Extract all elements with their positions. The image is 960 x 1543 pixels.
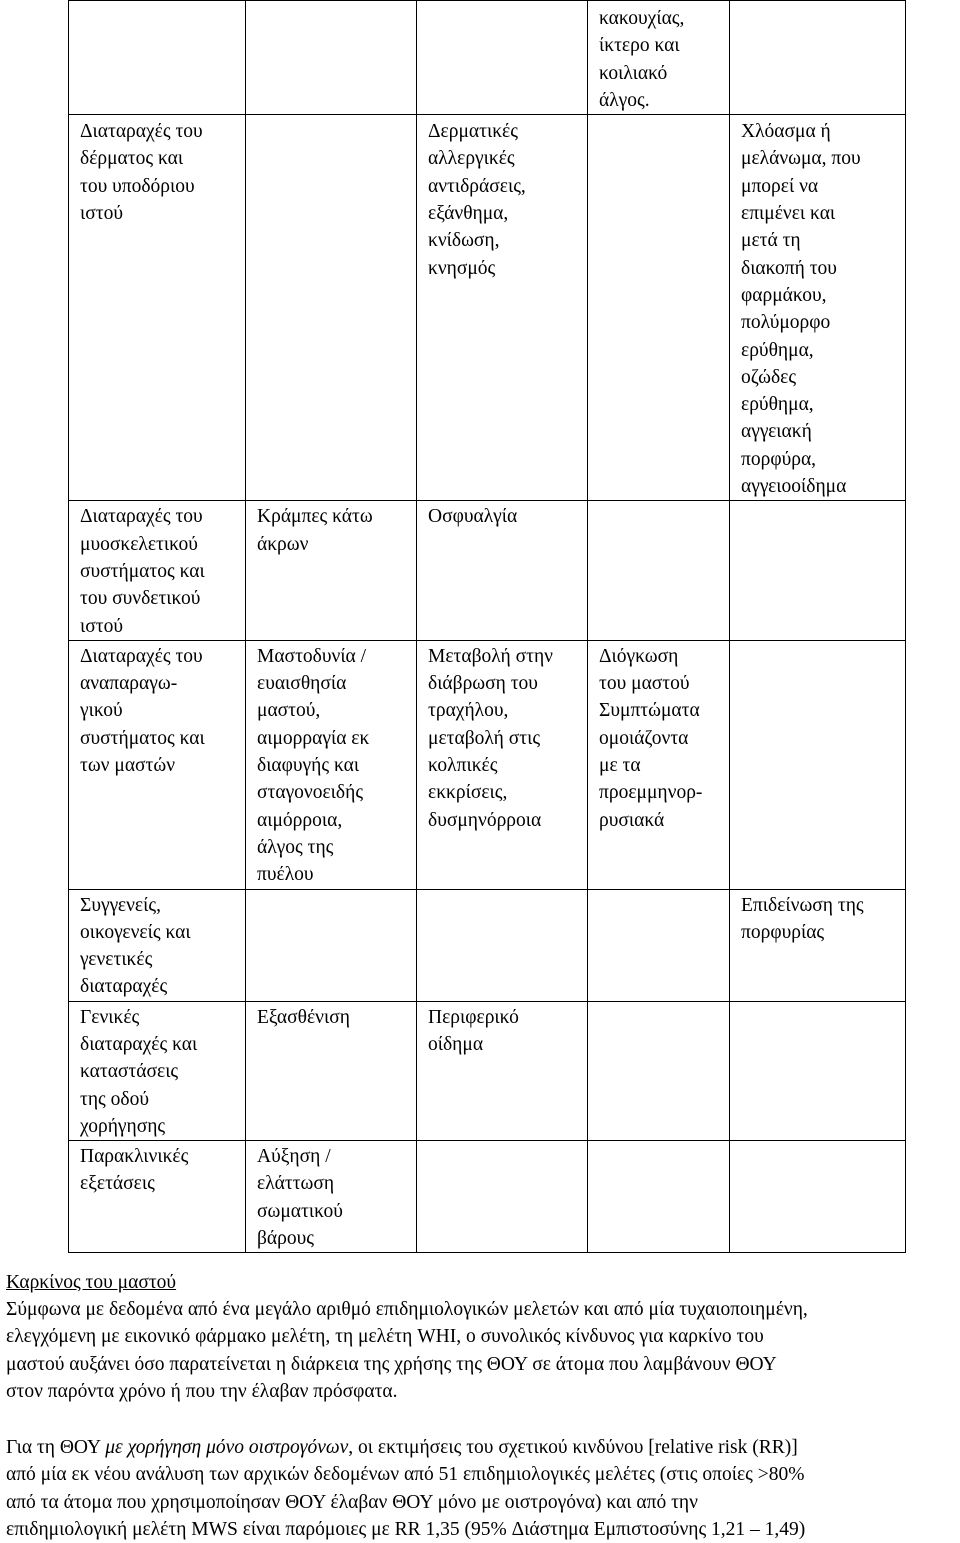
paragraph-2 bbox=[6, 1434, 956, 1543]
common-cell bbox=[246, 640, 417, 889]
uncommon-cell bbox=[417, 115, 588, 501]
table-row bbox=[69, 1001, 906, 1140]
cell-text: Μαστοδυνία / ευαισθησία μαστού, αιμορραγία εκ διαφυγής και σταγονοειδής αιμόρροια, άλγος της πυέλου bbox=[257, 645, 370, 886]
uncommon-cell bbox=[417, 889, 588, 1001]
cell-text: Διαταραχές του δέρματος και του υποδόριου ιστού bbox=[80, 121, 203, 225]
uncommon-cell bbox=[417, 501, 588, 640]
cell-text: Επιδείνωση της πορφυρίας bbox=[741, 894, 864, 943]
cell-text: Διαταραχές του μυοσκελετικού συστήματος και του συνδετικού ιστού bbox=[80, 506, 205, 637]
cell-text: Συγγενείς, οικογενείς και γενετικές διαταραχές bbox=[80, 894, 191, 998]
very-rare-cell bbox=[730, 889, 906, 1001]
organ-class-cell bbox=[69, 501, 246, 640]
organ-class-cell bbox=[69, 1141, 246, 1253]
rare-cell bbox=[588, 115, 730, 501]
common-cell bbox=[246, 889, 417, 1001]
rare-cell bbox=[588, 501, 730, 640]
paragraph-2-rest: , οι εκτιμήσεις του σχετικού κινδύνου [relative risk (RR)] από μία εκ νέου ανάλυση των αρχικών δεδομένων από 51 επιδημιολογικές μελέτες (στις οποίες >80% από τα άτομα που χρησιμοποίησαν ΘΟΥ έλαβαν ΘΟΥ μόνο με οιστρογόνα) και από την επιδημιολογική μελέτη MWS είναι παρόμοιες με RR 1,35 (95% Διάστημα Εμπιστοσύνης 1,21 – 1,49) bbox=[6, 1437, 806, 1540]
table-row bbox=[69, 889, 906, 1001]
uncommon-cell bbox=[417, 1141, 588, 1253]
very-rare-cell bbox=[730, 640, 906, 889]
cell-text: Γενικές διαταραχές και καταστάσεις της οδού χορήγησης bbox=[80, 1006, 198, 1137]
rare-cell bbox=[588, 1001, 730, 1140]
section-heading: Καρκίνος του μαστού bbox=[6, 1272, 177, 1293]
very-rare-cell bbox=[730, 1141, 906, 1253]
uncommon-cell bbox=[417, 1001, 588, 1140]
cell-text: Διόγκωση του μαστού Συμπτώματα ομοιάζοντα με τα προεμμηνορ- ρυσιακά bbox=[599, 645, 703, 831]
organ-class-cell bbox=[69, 640, 246, 889]
organ-class-cell bbox=[69, 1001, 246, 1140]
cell-text: Εξασθένιση bbox=[257, 1006, 350, 1028]
table-row bbox=[69, 501, 906, 640]
cell-text: κακουχίας, ίκτερο και κοιλιακό άλγος. bbox=[599, 8, 685, 111]
cell-text: Οσφυαλγία bbox=[428, 506, 518, 528]
paragraph-2-italic: με χορήγηση μόνο οιστρογόνων bbox=[105, 1437, 349, 1458]
cell-text: Αύξηση / ελάττωση σωματικού βάρους bbox=[257, 1146, 343, 1250]
cell-text: Κράμπες κάτω άκρων bbox=[257, 506, 373, 555]
cell-text: Μεταβολή στην διάβρωση του τραχήλου, μεταβολή στις κολπικές εκκρίσεις, δυσμηνόρροια bbox=[428, 645, 553, 831]
uncommon-cell bbox=[417, 640, 588, 889]
very-rare-cell bbox=[730, 501, 906, 640]
organ-class-cell bbox=[69, 889, 246, 1001]
cell-text: Περιφερικό οίδημα bbox=[428, 1006, 519, 1055]
paragraph-2-start: Για τη ΘΟΥ bbox=[6, 1437, 106, 1458]
common-cell bbox=[246, 1141, 417, 1253]
common-cell bbox=[246, 115, 417, 501]
cell-text: Διαταραχές του αναπαραγω- γικού συστήματος και των μαστών bbox=[80, 645, 205, 777]
common-cell bbox=[246, 1001, 417, 1140]
rare-cell bbox=[588, 1, 730, 115]
table-row bbox=[69, 640, 906, 889]
uncommon-cell bbox=[417, 1, 588, 115]
rare-cell bbox=[588, 1141, 730, 1253]
organ-class-cell bbox=[69, 115, 246, 501]
very-rare-cell bbox=[730, 115, 906, 501]
rare-cell bbox=[588, 889, 730, 1001]
rare-cell bbox=[588, 640, 730, 889]
cell-text: Χλόασμα ή μελάνωμα, που μπορεί να επιμένει και μετά τη διακοπή του φαρμάκου, πολύμορφο ερύθημα, οζώδες ερύθημα, αγγειακή πορφύρα, αγγειοοίδημα bbox=[741, 121, 861, 498]
adverse-reactions-table bbox=[68, 0, 906, 1253]
cell-text: Παρακλινικές εξετάσεις bbox=[80, 1146, 189, 1195]
cell-text: Δερματικές αλλεργικές αντιδράσεις, εξάνθημα, κνίδωση, κνησμός bbox=[428, 121, 526, 279]
organ-class-cell bbox=[69, 1, 246, 115]
very-rare-cell bbox=[730, 1, 906, 115]
paragraph-1: Σύμφωνα με δεδομένα από ένα μεγάλο αριθμό επιδημιολογικών μελετών και από μία τυχαιοποιημένη, ελεγχόμενη με εικονικό φάρμακο μελέτη, τη μελέτη WHI, ο συνολικός κίνδυνος για καρκίνο του μαστού αυξάνει όσο παρατείνεται η διάρκεια της χρήσης της ΘΟΥ σε άτομα που λαμβάνουν ΘΟΥ στον παρόντα χρόνο ή που την έλαβαν πρόσφατα. bbox=[6, 1299, 808, 1402]
table-row bbox=[69, 1141, 906, 1253]
table-row bbox=[69, 115, 906, 501]
common-cell bbox=[246, 1, 417, 115]
very-rare-cell bbox=[730, 1001, 906, 1140]
common-cell bbox=[246, 501, 417, 640]
table-row bbox=[69, 1, 906, 115]
